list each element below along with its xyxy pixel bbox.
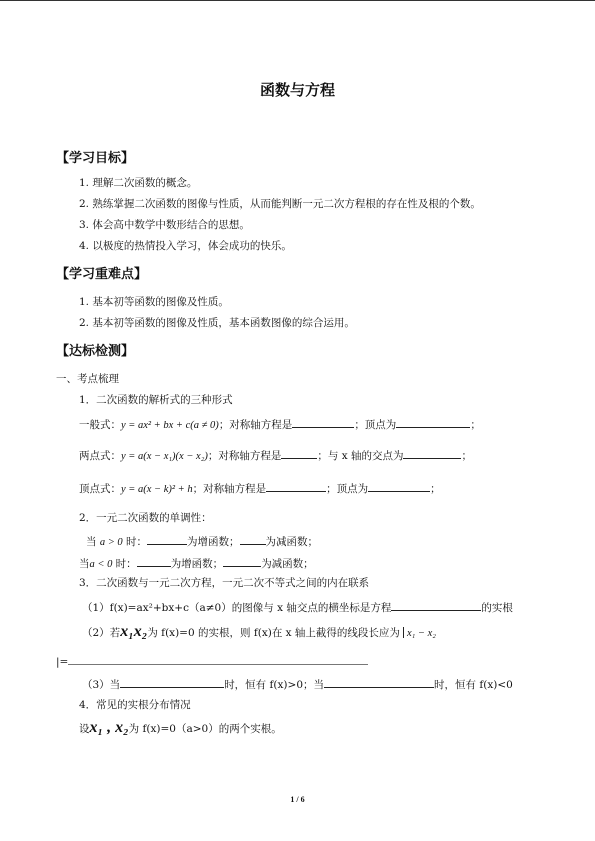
question-3-2-pre: （2）若 [82, 627, 121, 639]
question-3-1-text: （1）f(x)=ax²+bx+c（a≠0）的图像与 x 轴交点的横坐标是方程 [82, 602, 392, 614]
monotonic-positive-line [86, 533, 318, 550]
question-3-2-text: 为 f(x)=0 的实根，则 f(x)在 x 轴上截得的线段长应为 [147, 627, 400, 639]
question-3-2-line [82, 625, 436, 641]
mono2-condition: a < 0 [89, 559, 113, 570]
two-point-form-line [79, 447, 472, 464]
two-point-form-label: 两点式： [79, 450, 121, 462]
question-3-3-end: 时，恒有 f(x)<0 [434, 679, 513, 691]
section-heading-keypoints: 【学习重难点】 [56, 267, 148, 282]
vertex-form-line [79, 480, 441, 497]
part-heading: 一、考点梳理 [56, 373, 119, 385]
general-vertex-blank[interactable] [396, 416, 470, 428]
mono2-increase-label: 为增函数； [170, 558, 224, 570]
mono1-mid: 时： [122, 536, 148, 548]
general-form-label: 一般式： [79, 419, 121, 431]
question-3-2-blank[interactable] [68, 653, 368, 665]
two-point-axis-label: ；对称轴方程是 [207, 450, 282, 462]
vertex-axis-label: ；对称轴方程是 [192, 483, 267, 495]
mono2-decrease-label: 为减函数； [261, 558, 314, 570]
mono1-increase-blank[interactable] [147, 533, 187, 545]
section-heading-test: 【达标检测】 [56, 344, 135, 359]
question-3-2-vars: x₁x₂ [120, 623, 148, 640]
vertex-vertex-blank[interactable] [368, 480, 430, 492]
question-3-1-blank[interactable] [391, 599, 481, 611]
question-4-1-line [79, 721, 282, 736]
question-3-2-continuation [56, 653, 368, 669]
question-3-2-expr: x₁ − x₂ [406, 628, 436, 639]
general-vertex-label: ；顶点为 [354, 419, 397, 431]
question-3-3-mid: 时，恒有 f(x)>0；当 [224, 679, 325, 691]
abs-bar [403, 627, 404, 638]
question-3-2-cont: |= [56, 656, 69, 668]
question-3: 3．二次函数与一元二次方程，一元二次不等式之间的内在联系 [79, 577, 370, 589]
question-3-3-pre: （3）当 [82, 679, 121, 691]
general-form-line [79, 416, 481, 433]
question-3-1-end: 的实根 [481, 602, 513, 614]
mono1-pre: 当 [86, 536, 100, 548]
mono2-mid: 时： [112, 558, 137, 570]
question-3-1-line [82, 599, 513, 615]
mono2-decrease-blank[interactable] [223, 555, 261, 567]
page-title: 函数与方程 [259, 81, 335, 99]
two-point-cross-blank[interactable] [403, 447, 461, 459]
question-4-1-vars: x₁ , x₂ [89, 719, 129, 736]
mono2-increase-blank[interactable] [137, 555, 171, 567]
general-end: ； [470, 419, 481, 431]
mono1-increase-label: 为增函数； [187, 536, 240, 548]
goal-item-4: 4. 以极度的热情投入学习，体会成功的快乐。 [79, 240, 292, 252]
question-4-1-text: 为 f(x)=0（a>0）的两个实根。 [128, 723, 282, 735]
vertex-form-label: 顶点式： [79, 483, 121, 495]
goal-item-1: 1. 理解二次函数的概念。 [79, 177, 198, 189]
vertex-form-formula: y = a(x − k)² + h [121, 484, 193, 495]
page-number: 1 / 6 [290, 795, 305, 804]
question-3-3-blank-2[interactable] [324, 676, 434, 688]
mono2-pre: 当 [79, 558, 90, 570]
mono1-decrease-blank[interactable] [240, 533, 266, 545]
general-axis-label: ；对称轴方程是 [218, 419, 293, 431]
goal-item-2: 2. 熟练掌握二次函数的图像与性质，从而能判断一元二次方程根的存在性及根的个数。 [79, 198, 481, 210]
two-point-end: ； [461, 450, 472, 462]
vertex-axis-blank[interactable] [266, 480, 326, 492]
general-axis-blank[interactable] [292, 416, 354, 428]
question-3-3-blank-1[interactable] [120, 676, 224, 688]
keypoint-item-2: 2. 基本初等函数的图像及性质，基本函数图像的综合运用。 [79, 317, 355, 329]
mono1-condition: a > 0 [99, 537, 123, 548]
two-point-form-formula: y = a(x − x₁)(x − x₂) [121, 451, 208, 462]
top-border-line [0, 0, 595, 1]
keypoint-item-1: 1. 基本初等函数的图像及性质。 [79, 296, 229, 308]
vertex-end: ； [430, 483, 441, 495]
monotonic-negative-line [79, 555, 314, 572]
question-4-1-pre: 设 [79, 723, 90, 735]
two-point-axis-blank[interactable] [281, 447, 317, 459]
question-1: 1．二次函数的解析式的三种形式 [79, 394, 233, 406]
two-point-cross-label: ；与 x 轴的交点为 [317, 450, 404, 462]
general-form-formula: y = ax² + bx + c(a ≠ 0) [121, 420, 219, 431]
goal-item-3: 3. 体会高中数学中数形结合的思想。 [79, 219, 250, 231]
question-3-3-line [82, 676, 513, 692]
vertex-vertex-label: ；顶点为 [326, 483, 369, 495]
question-4: 4．常见的实根分布情况 [79, 699, 191, 711]
mono1-decrease-label: 为减函数； [265, 536, 319, 548]
section-heading-goals: 【学习目标】 [56, 151, 135, 166]
question-2: 2．一元二次函数的单调性： [79, 512, 212, 524]
